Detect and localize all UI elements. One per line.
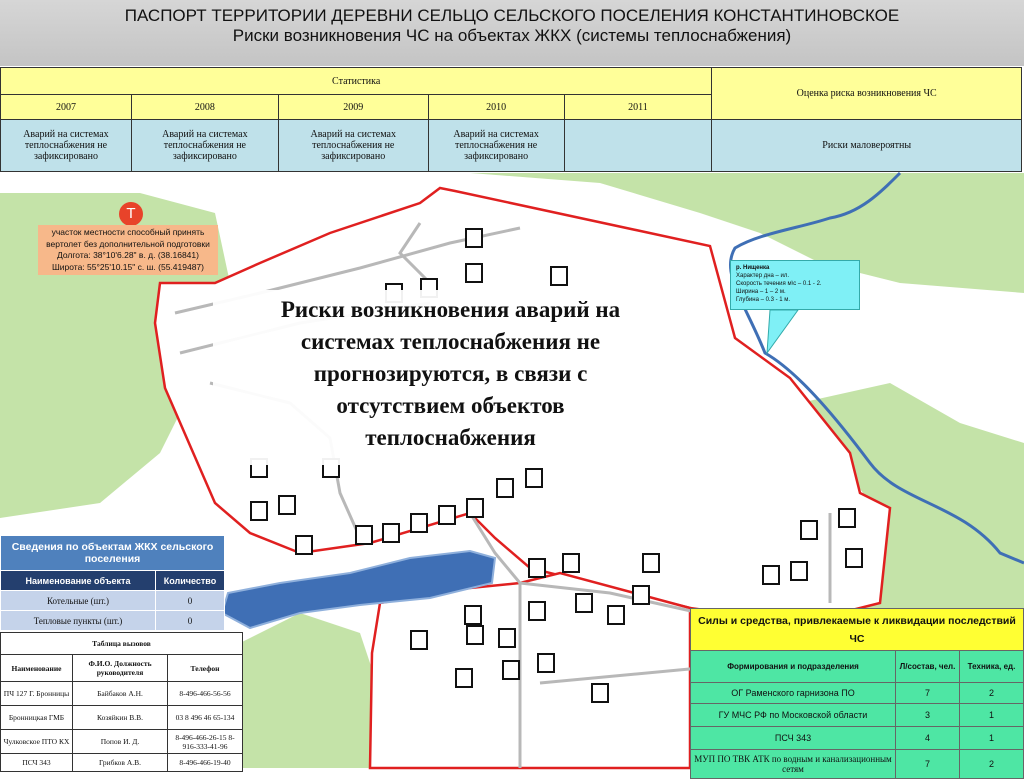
page-title	[0, 0, 1024, 66]
helipad-line: Широта: 55°25'10.15" с. ш. (55.419487)	[52, 261, 204, 272]
jkh-table-title: Сведения по объектам ЖКХ сельского поселения	[1, 536, 225, 571]
house-icon	[466, 498, 484, 518]
jkh-row-name: Котельные (шт.)	[1, 591, 156, 611]
house-icon	[355, 525, 373, 545]
house-icon	[498, 628, 516, 648]
house-icon	[562, 553, 580, 573]
year-value-cell	[564, 120, 712, 172]
forces-row-people: 7	[896, 750, 960, 779]
house-icon	[496, 478, 514, 498]
forces-row-tech: 2	[960, 750, 1024, 779]
forces-row-tech: 1	[960, 704, 1024, 727]
calls-row-name: Чулковское ПТО КХ	[1, 730, 73, 754]
risk-message: Риски возникновения аварий на системах теплоснабжения не прогнозируются, в связи с отсутствием объектов теплоснабжения	[213, 290, 688, 465]
forces-table	[690, 608, 1024, 779]
house-icon	[502, 660, 520, 680]
house-icon	[295, 535, 313, 555]
calls-row-phone: 8-496-466-19-40	[168, 754, 243, 772]
house-icon	[382, 523, 400, 543]
house-icon	[800, 520, 818, 540]
year-value-cell: Аварий на системах теплоснабжения не зафиксировано	[1, 120, 132, 172]
house-icon	[575, 593, 593, 613]
house-icon	[250, 501, 268, 521]
calls-row-person: Байбаков А.Н.	[73, 682, 168, 706]
calls-col-name: Наименование	[1, 655, 73, 682]
house-icon	[410, 630, 428, 650]
river-line: Глубина – 0.3 - 1 м.	[736, 297, 791, 303]
calls-row-name: Бронницкая ГМБ	[1, 706, 73, 730]
year-cell: 2010	[428, 95, 564, 120]
year-cell: 2007	[1, 95, 132, 120]
year-value-cell: Аварий на системах теплоснабжения не зафиксировано	[278, 120, 428, 172]
statistics-header: Статистика	[1, 68, 712, 95]
helipad-info	[38, 225, 218, 275]
house-icon	[790, 561, 808, 581]
forces-row-people: 4	[896, 727, 960, 750]
jkh-row-count: 0	[156, 591, 225, 611]
forces-row-people: 7	[896, 683, 960, 704]
house-icon	[537, 653, 555, 673]
assessment-header: Оценка риска возникновения ЧС	[712, 68, 1022, 120]
house-icon	[466, 625, 484, 645]
forces-row-unit: ГУ МЧС РФ по Московской области	[691, 704, 896, 727]
calls-table	[0, 632, 243, 772]
calls-col-phone: Телефон	[168, 655, 243, 682]
year-cell: 2008	[131, 95, 278, 120]
calls-row-name: ПСЧ 343	[1, 754, 73, 772]
house-icon	[591, 683, 609, 703]
jkh-row-count: 0	[156, 611, 225, 631]
forces-row-unit: МУП ПО ТВК АТК по водным и канализационным сетям	[691, 750, 896, 779]
river-line: Характер дна – ил.	[736, 273, 790, 279]
river-name: р. Нищенка	[736, 265, 770, 271]
helipad-icon: Т	[119, 202, 143, 226]
river-line: Скорость течения м\с – 0.1 - 2.	[736, 281, 822, 287]
calls-row-person: Козяйкин В.В.	[73, 706, 168, 730]
river-line: Ширина – 1 – 2 м.	[736, 289, 786, 295]
house-icon	[642, 553, 660, 573]
house-icon	[632, 585, 650, 605]
forces-row-unit: ПСЧ 343	[691, 727, 896, 750]
calls-row-name: ПЧ 127 Г. Бронницы	[1, 682, 73, 706]
house-icon	[607, 605, 625, 625]
statistics-table	[0, 67, 1022, 172]
helipad-line: участок местности способный принять	[51, 227, 205, 237]
callout-pointer	[767, 310, 798, 353]
calls-row-phone: 8-496-466-26-15 8-916-333-41-96	[168, 730, 243, 754]
forces-row-tech: 2	[960, 683, 1024, 704]
forces-row-unit: ОГ Раменского гарнизона ПО	[691, 683, 896, 704]
house-icon	[410, 513, 428, 533]
helipad-line: вертолет без дополнительной подготовки	[46, 238, 210, 249]
forces-row-people: 3	[896, 704, 960, 727]
calls-row-phone: 8-496-466-56-56	[168, 682, 243, 706]
forces-col-people: Л/состав, чел.	[896, 651, 960, 683]
house-icon	[438, 505, 456, 525]
jkh-col-name: Наименование объекта	[1, 571, 156, 591]
forces-table-title: Силы и средства, привлекаемые к ликвидации последствий ЧС	[691, 609, 1024, 651]
jkh-row-name: Тепловые пункты (шт.)	[1, 611, 156, 631]
house-icon	[464, 605, 482, 625]
jkh-objects-table	[0, 535, 225, 631]
river-info	[730, 260, 860, 310]
year-value-cell: Аварий на системах теплоснабжения не зафиксировано	[428, 120, 564, 172]
calls-row-person: Попов И. Д.	[73, 730, 168, 754]
forest-area	[240, 613, 380, 768]
year-cell: 2011	[564, 95, 712, 120]
jkh-col-count: Количество	[156, 571, 225, 591]
calls-col-person: Ф.И.О. Должность руководителя	[73, 655, 168, 682]
house-icon	[762, 565, 780, 585]
house-icon	[465, 228, 483, 248]
forces-col-unit: Формирования и подразделения	[691, 651, 896, 683]
title-line-2: Риски возникновения ЧС на объектах ЖКХ (системы теплоснабжения)	[232, 26, 792, 45]
house-icon	[528, 601, 546, 621]
house-icon	[845, 548, 863, 568]
assessment-value: Риски маловероятны	[712, 120, 1022, 172]
calls-row-phone: 03 8 496 46 65-134	[168, 706, 243, 730]
year-cell: 2009	[278, 95, 428, 120]
forces-row-tech: 1	[960, 727, 1024, 750]
year-value-cell: Аварий на системах теплоснабжения не зафиксировано	[131, 120, 278, 172]
house-icon	[838, 508, 856, 528]
house-icon	[528, 558, 546, 578]
calls-row-person: Грибков А.В.	[73, 754, 168, 772]
house-icon	[465, 263, 483, 283]
house-icon	[550, 266, 568, 286]
forces-col-tech: Техника, ед.	[960, 651, 1024, 683]
calls-table-title: Таблица вызовов	[1, 633, 243, 655]
title-line-1: ПАСПОРТ ТЕРРИТОРИИ ДЕРЕВНИ СЕЛЬЦО СЕЛЬСКОГО ПОСЕЛЕНИЯ КОНСТАНТИНОВСКОЕ	[124, 6, 900, 25]
house-icon	[278, 495, 296, 515]
helipad-line: Долгота: 38°10'6.28" в. д. (38.16841)	[57, 250, 199, 260]
house-icon	[525, 468, 543, 488]
house-icon	[455, 668, 473, 688]
